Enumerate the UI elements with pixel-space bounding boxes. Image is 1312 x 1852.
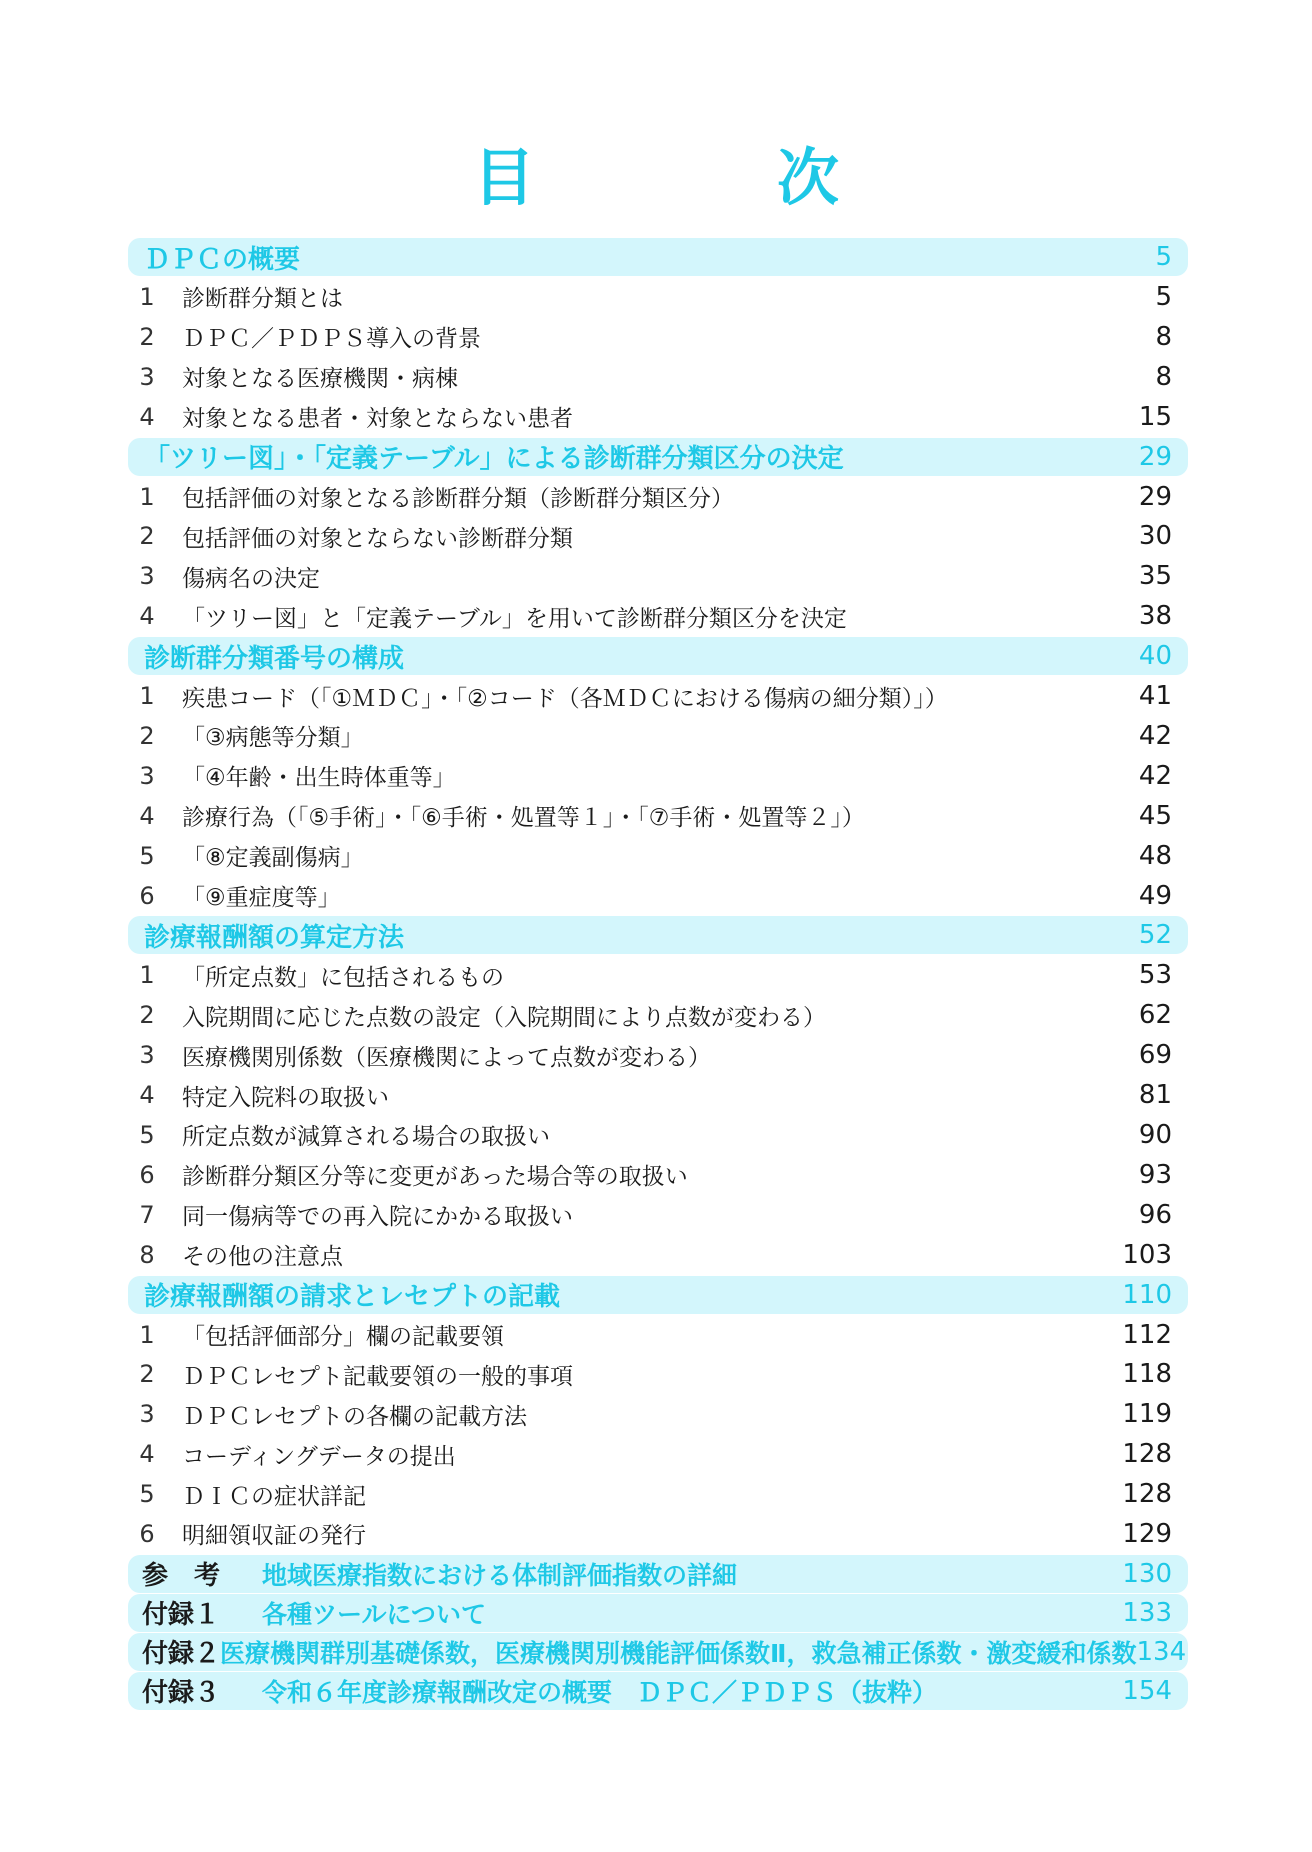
entry-title: 診療行為（「⑤手術」・「⑥手術・処置等１」・「⑦手術・処置等２」） — [182, 805, 865, 832]
appendix-page-number: 154 — [1122, 1675, 1172, 1706]
toc-entry[interactable] — [128, 1394, 1188, 1434]
entry-number: 1 — [139, 282, 155, 311]
entry-title: ＤＰＣ／ＰＤＰＳ導入の背景 — [182, 326, 481, 353]
table-of-contents — [128, 237, 1188, 1711]
entry-number: 4 — [139, 1440, 155, 1469]
appendix-page-number: 133 — [1122, 1597, 1172, 1628]
appendix-entry[interactable] — [128, 1672, 1188, 1710]
entry-page-number: 112 — [1122, 1319, 1172, 1350]
entry-title: ＤＰＣレセプト記載要領の一般的事項 — [182, 1363, 573, 1390]
entry-page-number: 29 — [1138, 481, 1172, 512]
entry-title: 医療機関別係数（医療機関によって点数が変わる） — [182, 1044, 711, 1071]
entry-title: 診断群分類区分等に変更があった場合等の取扱い — [182, 1164, 688, 1191]
entry-page-number: 118 — [1122, 1359, 1172, 1390]
appendix-title: 地域医療指数における体制評価指数の詳細 — [262, 1560, 738, 1590]
entry-number: 8 — [139, 1240, 155, 1269]
toc-entry[interactable] — [128, 317, 1188, 357]
entry-title: その他の注意点 — [182, 1244, 343, 1271]
entry-page-number: 62 — [1138, 1000, 1172, 1031]
entry-number: 2 — [139, 1001, 155, 1030]
entry-number: 6 — [139, 1160, 155, 1189]
entry-title: 「所定点数」に包括されるもの — [182, 964, 504, 991]
entry-title: 疾患コード（「①ＭＤＣ」・「②コード（各ＭＤＣにおける傷病の細分類）」） — [182, 685, 948, 712]
entry-title: 「ツリー図」と「定義テーブル」を用いて診断群分類区分を決定 — [182, 605, 847, 632]
entry-title: 同一傷病等での再入院にかかる取扱い — [182, 1204, 573, 1231]
entry-page-number: 8 — [1155, 321, 1172, 352]
entry-title: 特定入院料の取扱い — [182, 1084, 389, 1111]
toc-entry[interactable] — [128, 277, 1188, 317]
appendix-title: 医療機関群別基礎係数，医療機関別機能評価係数Ⅱ，救急補正係数・激変緩和係数 — [220, 1638, 1137, 1668]
toc-entry[interactable] — [128, 676, 1188, 716]
toc-entry[interactable] — [128, 1474, 1188, 1514]
entry-title: コーディングデータの提出 — [182, 1443, 456, 1470]
toc-entry[interactable] — [128, 357, 1188, 397]
entry-number: 1 — [139, 682, 155, 711]
entry-title: 「③病態等分類」 — [182, 725, 364, 752]
toc-entry[interactable] — [128, 876, 1188, 916]
section-title: 「ツリー図」・「定義テーブル」による診断群分類区分の決定 — [144, 444, 844, 475]
toc-entry[interactable] — [128, 756, 1188, 796]
entry-title: 「⑧定義副傷病」 — [182, 845, 364, 872]
entry-page-number: 15 — [1138, 401, 1172, 432]
entry-page-number: 5 — [1155, 281, 1172, 312]
entry-number: 3 — [139, 562, 155, 591]
entry-page-number: 81 — [1138, 1080, 1172, 1111]
entry-number: 5 — [139, 1480, 155, 1509]
section-title: ＤＰＣの概要 — [144, 244, 301, 275]
entry-title: 包括評価の対象とならない診断群分類 — [182, 525, 573, 552]
toc-entry[interactable] — [128, 1075, 1188, 1115]
toc-entry[interactable] — [128, 955, 1188, 995]
toc-entry[interactable] — [128, 716, 1188, 756]
toc-entry[interactable] — [128, 1354, 1188, 1394]
entry-page-number: 69 — [1138, 1040, 1172, 1071]
toc-entry[interactable] — [128, 836, 1188, 876]
entry-page-number: 42 — [1138, 720, 1172, 751]
entry-page-number: 128 — [1122, 1439, 1172, 1470]
appendix-entry[interactable] — [128, 1555, 1188, 1593]
entry-number: 3 — [139, 362, 155, 391]
entry-number: 3 — [139, 1400, 155, 1429]
entry-page-number: 45 — [1138, 800, 1172, 831]
entry-number: 4 — [139, 1081, 155, 1110]
toc-entry[interactable] — [128, 1155, 1188, 1195]
entry-number: 1 — [139, 1320, 155, 1349]
entry-page-number: 35 — [1138, 561, 1172, 592]
entry-title: 対象となる患者・対象とならない患者 — [182, 406, 573, 433]
appendix-entry[interactable] — [128, 1594, 1188, 1632]
appendix-title: 令和６年度診療報酬改定の概要 ＤＰＣ／ＰＤＰＳ（抜粋） — [262, 1677, 938, 1707]
entry-title: 傷病名の決定 — [182, 565, 320, 592]
section-page-number: 40 — [1138, 641, 1172, 672]
section-page-number: 52 — [1138, 920, 1172, 951]
section-page-number: 110 — [1122, 1279, 1172, 1310]
entry-number: 2 — [139, 721, 155, 750]
entry-page-number: 41 — [1138, 681, 1172, 712]
entry-number: 5 — [139, 1120, 155, 1149]
entry-number: 3 — [139, 1041, 155, 1070]
toc-entry[interactable] — [128, 1195, 1188, 1235]
entry-title: 明細領収証の発行 — [182, 1523, 366, 1550]
entry-page-number: 93 — [1138, 1159, 1172, 1190]
entry-page-number: 129 — [1122, 1518, 1172, 1549]
entry-title: ＤＩＣの症状詳記 — [182, 1483, 366, 1510]
entry-title: 入院期間に応じた点数の設定（入院期間により点数が変わる） — [182, 1004, 826, 1031]
appendix-label: 付録３ — [142, 1678, 221, 1709]
appendix-label: 付録２ — [142, 1639, 221, 1670]
entry-number: 2 — [139, 322, 155, 351]
toc-entry[interactable] — [128, 995, 1188, 1035]
appendix-page-number: 130 — [1122, 1558, 1172, 1589]
appendix-entry[interactable] — [128, 1633, 1188, 1671]
toc-entry[interactable] — [128, 556, 1188, 596]
section-heading[interactable] — [128, 438, 1188, 476]
section-page-number: 5 — [1155, 242, 1172, 272]
section-heading[interactable] — [128, 1276, 1188, 1314]
entry-title: 「包括評価部分」欄の記載要領 — [182, 1324, 504, 1351]
section-heading[interactable] — [128, 916, 1188, 954]
section-heading[interactable] — [128, 238, 1188, 276]
entry-page-number: 103 — [1122, 1239, 1172, 1270]
appendix-title: 各種ツールについて — [262, 1599, 487, 1629]
entry-title: 「④年齢・出生時体重等」 — [182, 765, 456, 792]
entry-page-number: 30 — [1138, 521, 1172, 552]
entry-number: 4 — [139, 402, 155, 431]
entry-page-number: 128 — [1122, 1479, 1172, 1510]
entry-page-number: 42 — [1138, 760, 1172, 791]
section-title: 診療報酬額の算定方法 — [144, 922, 405, 953]
entry-title: 「⑨重症度等」 — [182, 885, 341, 912]
entry-page-number: 53 — [1138, 960, 1172, 991]
entry-title: 診断群分類とは — [182, 286, 343, 313]
toc-entry[interactable] — [128, 1035, 1188, 1075]
section-title: 診療報酬額の請求とレセプトの記載 — [144, 1282, 561, 1313]
toc-entry[interactable] — [128, 596, 1188, 636]
toc-entry[interactable] — [128, 1115, 1188, 1155]
entry-page-number: 8 — [1155, 361, 1172, 392]
toc-entry[interactable] — [128, 796, 1188, 836]
section-heading[interactable] — [128, 637, 1188, 675]
entry-number: 2 — [139, 522, 155, 551]
entry-title: 所定点数が減算される場合の取扱い — [182, 1124, 550, 1151]
toc-entry[interactable] — [128, 1514, 1188, 1554]
entry-number: 2 — [139, 1360, 155, 1389]
toc-entry[interactable] — [128, 397, 1188, 437]
entry-title: 対象となる医療機関・病棟 — [182, 366, 458, 393]
entry-number: 7 — [139, 1200, 155, 1229]
section-page-number: 29 — [1138, 441, 1172, 472]
entry-title: 包括評価の対象となる診断群分類（診断群分類区分） — [182, 486, 734, 512]
toc-entry[interactable] — [128, 1235, 1188, 1275]
section-title: 診断群分類番号の構成 — [144, 643, 405, 674]
entry-number: 6 — [139, 881, 155, 910]
entry-page-number: 48 — [1138, 840, 1172, 871]
entry-page-number: 119 — [1122, 1399, 1172, 1430]
appendix-label: 参 考 — [142, 1561, 221, 1592]
toc-entry[interactable] — [128, 516, 1188, 556]
entry-number: 4 — [139, 801, 155, 830]
entry-number: 6 — [139, 1519, 155, 1548]
toc-entry[interactable] — [128, 1434, 1188, 1474]
entry-number: 4 — [139, 602, 155, 631]
entry-page-number: 38 — [1138, 601, 1172, 632]
entry-title: ＤＰＣレセプトの各欄の記載方法 — [182, 1403, 527, 1430]
toc-entry[interactable] — [128, 1315, 1188, 1355]
entry-number: 5 — [139, 841, 155, 870]
entry-number: 3 — [139, 761, 155, 790]
appendix-label: 付録１ — [142, 1600, 221, 1631]
entry-page-number: 90 — [1138, 1119, 1172, 1150]
entry-number: 1 — [139, 482, 155, 511]
entry-page-number: 49 — [1138, 880, 1172, 911]
entry-page-number: 96 — [1138, 1199, 1172, 1230]
page-title: 目 次 — [472, 141, 929, 214]
entry-number: 1 — [139, 961, 155, 990]
appendix-page-number: 134 — [1136, 1636, 1187, 1667]
toc-entry[interactable] — [128, 477, 1188, 517]
